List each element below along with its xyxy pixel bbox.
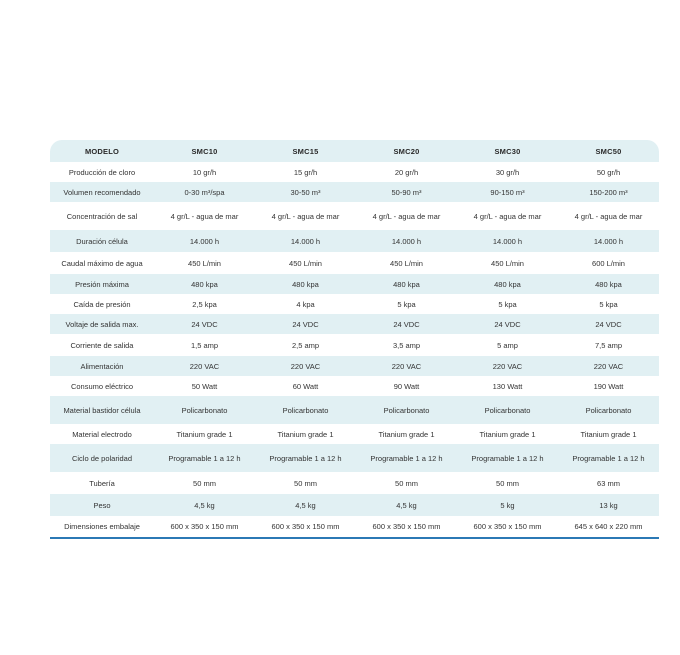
table-cell: 50 mm bbox=[496, 478, 519, 488]
table-cell: Policarbonato bbox=[585, 405, 632, 415]
table-cell: 5 kpa bbox=[599, 299, 618, 309]
table-cell: Programable 1 a 12 h bbox=[168, 453, 241, 463]
table-body bbox=[50, 162, 659, 538]
table-cell: 50 gr/h bbox=[596, 167, 621, 177]
table-cell: 600 x 350 x 150 mm bbox=[271, 522, 340, 531]
table-cell: Programable 1 a 12 h bbox=[572, 453, 645, 463]
row-label: Volumen recomendado bbox=[63, 187, 141, 197]
table-cell: 2,5 amp bbox=[291, 340, 320, 350]
table-cell: 24 VDC bbox=[393, 319, 420, 329]
table-cell: 50-90 m³ bbox=[391, 187, 422, 197]
header-smc20: SMC20 bbox=[356, 140, 457, 162]
table-row bbox=[50, 376, 659, 396]
table-cell: 220 VAC bbox=[290, 361, 321, 371]
table-cell: 190 Watt bbox=[593, 381, 624, 391]
table-cell: 645 x 640 x 220 mm bbox=[574, 522, 643, 531]
row-label: Caída de presión bbox=[73, 299, 131, 309]
table-cell: 20 gr/h bbox=[394, 167, 419, 177]
table-cell: 14.000 h bbox=[391, 236, 422, 246]
row-label: Material bastidor célula bbox=[63, 405, 141, 415]
table-row bbox=[50, 202, 659, 230]
header-smc15: SMC15 bbox=[255, 140, 356, 162]
table-cell: 4,5 kg bbox=[396, 500, 417, 510]
table-cell: 90 Watt bbox=[393, 381, 420, 391]
table-cell: 14.000 h bbox=[290, 236, 321, 246]
table-row bbox=[50, 516, 659, 538]
table-cell: 4,5 kg bbox=[295, 500, 316, 510]
table-row bbox=[50, 314, 659, 334]
table-cell: 7,5 amp bbox=[594, 340, 623, 350]
table-row bbox=[50, 252, 659, 274]
table-cell: 14.000 h bbox=[593, 236, 624, 246]
table-cell: Titanium grade 1 bbox=[176, 429, 233, 439]
table-cell: 480 kpa bbox=[292, 279, 319, 289]
table-cell: Policarbonato bbox=[484, 405, 531, 415]
table-cell: 4,5 kg bbox=[194, 500, 215, 510]
header-smc30: SMC30 bbox=[457, 140, 558, 162]
header-smc50: SMC50 bbox=[558, 140, 659, 162]
table-cell: 480 kpa bbox=[595, 279, 622, 289]
row-label: Producción de cloro bbox=[68, 167, 136, 177]
table-cell: Policarbonato bbox=[383, 405, 430, 415]
table-cell: 10 gr/h bbox=[192, 167, 217, 177]
table-cell: 600 x 350 x 150 mm bbox=[372, 522, 441, 531]
row-label: Voltaje de salida max. bbox=[65, 319, 139, 329]
row-label: Consumo eléctrico bbox=[70, 381, 134, 391]
table-cell: Policarbonato bbox=[282, 405, 329, 415]
table-cell: 5 kg bbox=[500, 500, 515, 510]
spec-table bbox=[50, 140, 659, 539]
table-header-row bbox=[50, 140, 659, 162]
table-row bbox=[50, 162, 659, 182]
table-row bbox=[50, 182, 659, 202]
table-cell: 5 kpa bbox=[498, 299, 517, 309]
table-row bbox=[50, 444, 659, 472]
table-cell: 14.000 h bbox=[492, 236, 523, 246]
table-cell: 600 x 350 x 150 mm bbox=[473, 522, 542, 531]
table-cell: 30 gr/h bbox=[495, 167, 520, 177]
table-cell: 63 mm bbox=[597, 478, 620, 488]
table-cell: 130 Watt bbox=[492, 381, 523, 391]
table-cell: 220 VAC bbox=[189, 361, 220, 371]
table-cell: 13 kg bbox=[599, 500, 618, 510]
table-cell: 2,5 kpa bbox=[192, 299, 217, 309]
table-cell: Policarbonato bbox=[181, 405, 228, 415]
table-cell: Titanium grade 1 bbox=[580, 429, 637, 439]
row-label: Peso bbox=[93, 500, 111, 510]
row-label: Duración célula bbox=[76, 236, 128, 246]
table-cell: 220 VAC bbox=[391, 361, 422, 371]
table-cell: 5 kpa bbox=[397, 299, 416, 309]
table-cell: 4 gr/L - agua de mar bbox=[574, 211, 643, 221]
table-cell: 450 L/min bbox=[390, 258, 423, 268]
table-cell: 50 mm bbox=[395, 478, 418, 488]
table-cell: 4 kpa bbox=[296, 299, 315, 309]
table-cell: Titanium grade 1 bbox=[378, 429, 435, 439]
table-cell: Titanium grade 1 bbox=[277, 429, 334, 439]
table-cell: 24 VDC bbox=[595, 319, 622, 329]
table-row bbox=[50, 334, 659, 356]
table-cell: 0-30 m³/spa bbox=[184, 187, 225, 197]
table-row bbox=[50, 424, 659, 444]
table-cell: 15 gr/h bbox=[293, 167, 318, 177]
table-cell: Programable 1 a 12 h bbox=[370, 453, 443, 463]
table-cell: 600 L/min bbox=[592, 258, 625, 268]
table-cell: 4 gr/L - agua de mar bbox=[271, 211, 340, 221]
table-cell: 50 mm bbox=[294, 478, 317, 488]
table-cell: 50 Watt bbox=[191, 381, 218, 391]
table-cell: 24 VDC bbox=[494, 319, 521, 329]
row-label: Ciclo de polaridad bbox=[71, 453, 133, 463]
table-cell: Programable 1 a 12 h bbox=[269, 453, 342, 463]
row-label: Corriente de salida bbox=[70, 340, 134, 350]
table-cell: 1,5 amp bbox=[190, 340, 219, 350]
table-cell: 480 kpa bbox=[494, 279, 521, 289]
table-cell: 4 gr/L - agua de mar bbox=[372, 211, 441, 221]
table-cell: 450 L/min bbox=[491, 258, 524, 268]
table-cell: 24 VDC bbox=[292, 319, 319, 329]
table-cell: 600 x 350 x 150 mm bbox=[170, 522, 239, 531]
table-cell: 150-200 m³ bbox=[589, 187, 628, 197]
table-cell: Titanium grade 1 bbox=[479, 429, 536, 439]
table-cell: 4 gr/L - agua de mar bbox=[473, 211, 542, 221]
row-label: Material electrodo bbox=[72, 429, 132, 439]
header-model: MODELO bbox=[50, 140, 154, 162]
table-cell: 50 mm bbox=[193, 478, 216, 488]
table-cell: 30-50 m³ bbox=[290, 187, 321, 197]
table-cell: Programable 1 a 12 h bbox=[471, 453, 544, 463]
row-label: Dimensiones embalaje bbox=[64, 522, 140, 531]
row-label: Concentración de sal bbox=[66, 211, 138, 221]
row-label: Alimentación bbox=[80, 361, 124, 371]
table-cell: 90-150 m³ bbox=[490, 187, 525, 197]
table-row bbox=[50, 472, 659, 494]
table-row bbox=[50, 396, 659, 424]
table-cell: 480 kpa bbox=[393, 279, 420, 289]
table-cell: 5 amp bbox=[497, 340, 518, 350]
table-cell: 450 L/min bbox=[289, 258, 322, 268]
table-cell: 220 VAC bbox=[492, 361, 523, 371]
table-cell: 4 gr/L - agua de mar bbox=[170, 211, 239, 221]
table-cell: 220 VAC bbox=[593, 361, 624, 371]
table-cell: 24 VDC bbox=[191, 319, 218, 329]
table-cell: 3,5 amp bbox=[392, 340, 421, 350]
table-row bbox=[50, 274, 659, 294]
row-label: Tubería bbox=[89, 478, 115, 488]
row-label: Caudal máximo de agua bbox=[61, 258, 143, 268]
table-row bbox=[50, 294, 659, 314]
table-cell: 450 L/min bbox=[188, 258, 221, 268]
table-cell: 14.000 h bbox=[189, 236, 220, 246]
table-row bbox=[50, 494, 659, 516]
table-row bbox=[50, 230, 659, 252]
table-cell: 60 Watt bbox=[292, 381, 319, 391]
table-row bbox=[50, 356, 659, 376]
header-smc10: SMC10 bbox=[154, 140, 255, 162]
table-cell: 480 kpa bbox=[191, 279, 218, 289]
row-label: Presión máxima bbox=[75, 279, 129, 289]
